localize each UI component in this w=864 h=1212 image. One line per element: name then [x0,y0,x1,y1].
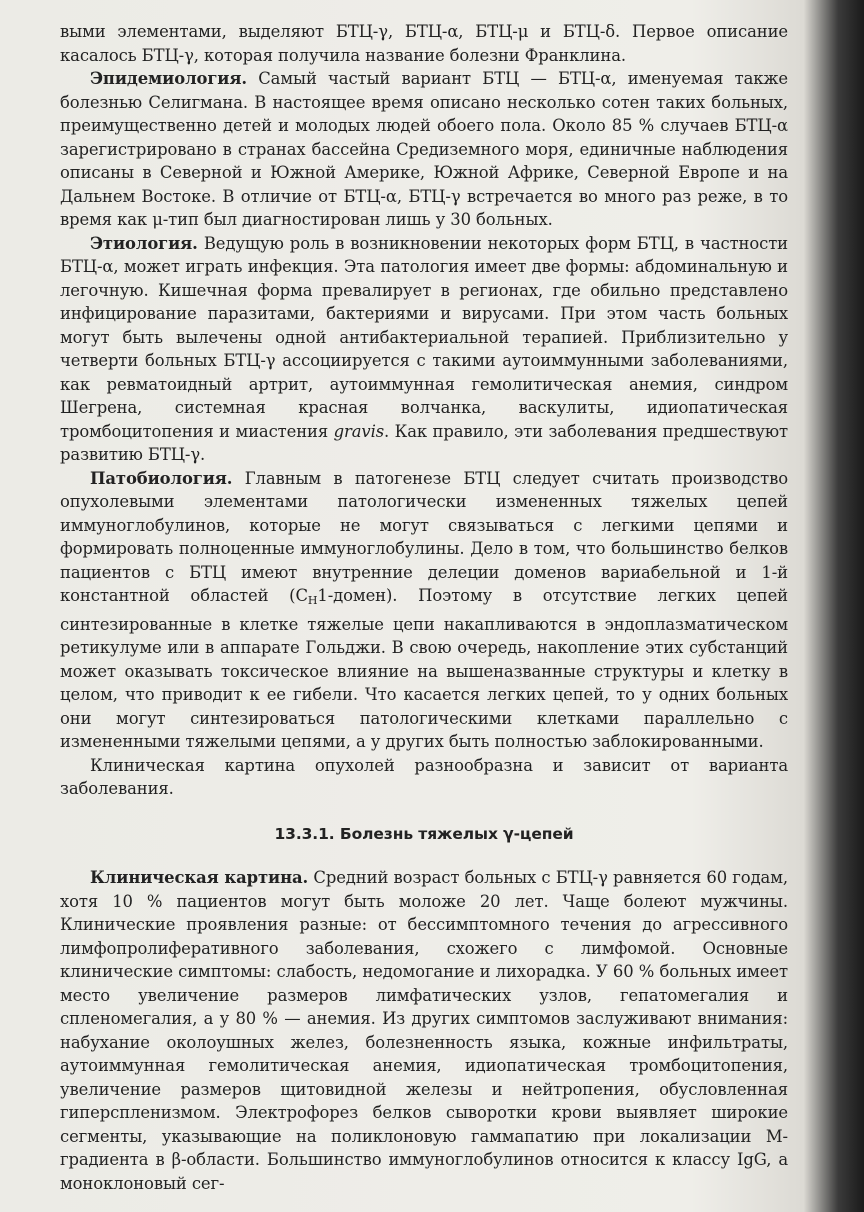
intro-text: выми элементами, выделяют БТЦ-γ, БТЦ-α, БТЦ-μ и БТЦ-δ. Первое описание касалось БТЦ-γ, которая получила название болезни Франклина. [60,22,788,65]
section-heading: 13.3.1. Болезнь тяжелых γ-цепей [274,824,574,843]
etiology-paragraph [60,232,788,467]
pathobiology-text-end: 1-домен). Поэтому в отсутствие легких цепей синтезированные в клетке тяжелые цепи накапливаются в эндоплазматическом ретикулуме или в аппарате Гольджи. В свою очередь, накопление этих субстанций может оказывать токсическое влияние на вышеназванные структуры и клетку в целом, что приводит к ее гибели. Что касается легких цепей, то у одних больных они могут синтезироваться патологическими клетками параллельно с измененными тяжелыми цепями, а у других быть полностью заблокированными. [60,586,788,751]
epidemiology-heading: Эпидемиология. [90,69,247,88]
etiology-italic-term: gravis [333,421,385,441]
clinical-variants-text: Клиническая картина опухолей разнообразна и зависит от варианта заболевания. [60,755,788,798]
epidemiology-paragraph [60,67,788,232]
etiology-text-end: . Как правило, эти заболевания предшествуют развитию БТЦ-γ. [60,421,788,464]
clinical-variants-paragraph [60,754,788,801]
etiology-text: Ведущую роль в возникновении некоторых форм БТЦ, в частности БТЦ-α, может играть инфекция. Эта патология имеет две формы: абдоминальную и легочную. Кишечная форма превалирует в регионах, где обильно представлено инфицирование паразитами, бактериями и вирусами. При этом часть больных могут быть вылечены одной антибактериальной терапией. Приблизительно у четверти больных БТЦ-γ ассоциируется с такими аутоиммунными заболеваниями, как ревматоидный артрит, аутоиммунная гемолитическая анемия, синдром Шегрена, системная красная волчанка, васкулиты, идиопатическая тромбоцитопения и миастения [60,233,788,441]
etiology-heading: Этиология. [90,233,198,253]
pathobiology-text: Главным в патогенезе БТЦ следует считать производство опухолевыми элементами патологически измененных тяжелых цепей иммуноглобулинов, которые не могут связываться с легкими цепями и формировать полноценные иммуноглобулины. Дело в том, что большинство белков пациентов с БТЦ имеют внутренние делеции доменов вариабельной и 1-й константной областей (C [60,468,788,605]
subscript-h: H [307,594,318,607]
pathobiology-heading: Патобиология. [90,468,233,488]
clinical-picture-heading: Клиническая картина. [90,868,309,887]
clinical-picture-text: Средний возраст больных с БТЦ-γ равняется 60 годам, хотя 10 % пациентов могут быть моложе 20 лет. Чаще болеют мужчины. Клинические проявления разные: от бессимптомного течения до агрессивного лимфопролиферативного заболевания, схожего с лимфомой. Основные клинические симптомы: слабость, недомогание и лихорадка. У 60 % больных имеет место увеличение размеров лимфатических узлов, гепатомегалия и спленомегалия, а у 80 % — анемия. Из других симптомов заслуживают внимания: набухание околоушных желез, болезненность языка, кожные инфильтраты, аутоиммунная гемолитическая анемия, идиопатическая тромбоцитопения, увеличение размеров щитовидной железы и нейтропения, обусловленная гиперспленизмом. Электрофорез белков сыворотки крови выявляет широкие сегменты, указывающие на поликлоновую гаммапатию при локализации М-градиента в β-области. Большинство иммуноглобулинов относится к классу IgG, а моноклоновый сег- [60,868,788,1193]
clinical-picture-paragraph [60,866,788,1195]
intro-paragraph [60,20,788,67]
epidemiology-text: Самый частый вариант БТЦ — БТЦ-α, именуемая также болезнью Селигмана. В настоящее время описано несколько сотен таких больных, преимущественно детей и молодых людей обоего пола. Около 85 % случаев БТЦ-α зарегистрировано в странах бассейна Средиземного моря, единичные наблюдения описаны в Северной и Южной Америке, Южной Африке, Северной Европе и на Дальнем Востоке. В отличие от БТЦ-α, БТЦ-γ встречается во много раз реже, в то время как μ-тип был диагностирован лишь у 30 больных. [60,69,788,229]
page-text [60,20,788,1195]
pathobiology-paragraph [60,467,788,754]
